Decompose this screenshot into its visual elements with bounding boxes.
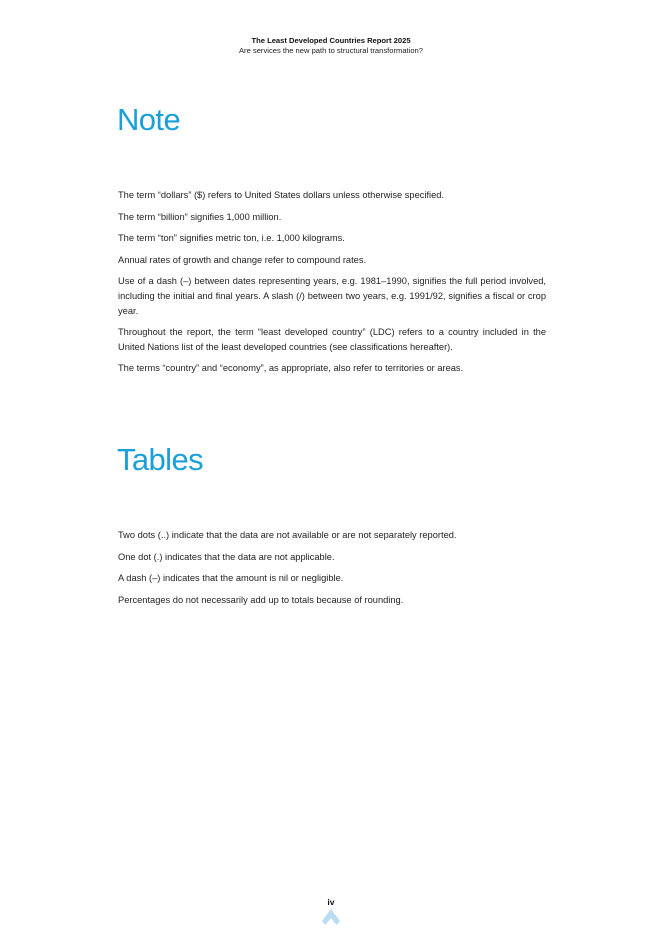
tables-paragraph: Two dots (..) indicate that the data are not available or are not separately reported. [118, 530, 457, 540]
tables-paragraph: One dot (.) indicates that the data are not applicable. [118, 551, 335, 562]
report-subtitle: Are services the new path to structural transformation? [238, 46, 424, 55]
note-paragraph: The term “ton” signifies metric ton, i.e. 1,000 kilograms. [118, 233, 345, 244]
tables-paragraph: Percentages do not necessarily add up to totals because of rounding. [118, 594, 404, 605]
running-header [0, 36, 662, 56]
note-paragraph: Use of a dash (–) between dates representing years, e.g. 1981–1990, signifies the full period involved, including the initial and final years. A slash (/) between two years, e.g. 1991/92, signifies a fiscal or crop year. [118, 276, 546, 316]
note-paragraph: Throughout the report, the term “least developed country” (LDC) refers to a country included in the United Nations list of the least developed countries (see classifications hereafter). [118, 327, 546, 352]
tables-heading: Tables [117, 442, 204, 477]
note-paragraph: The term “dollars” ($) refers to United States dollars unless otherwise specified. [118, 190, 445, 200]
note-paragraph: The terms “country” and “economy”, as appropriate, also refer to territories or areas. [118, 363, 464, 374]
note-section [118, 188, 546, 383]
page-number: iv [327, 897, 335, 907]
tables-paragraph: A dash (–) indicates that the amount is nil or negligible. [118, 573, 344, 584]
note-paragraph: The term “billion” signifies 1,000 million. [118, 211, 282, 222]
note-heading: Note [117, 102, 181, 137]
note-paragraph: Annual rates of growth and change refer to compound rates. [118, 254, 367, 265]
report-title: The Least Developed Countries Report 2025 [251, 36, 411, 45]
chevron-up-icon [321, 908, 341, 926]
tables-section [118, 528, 546, 614]
